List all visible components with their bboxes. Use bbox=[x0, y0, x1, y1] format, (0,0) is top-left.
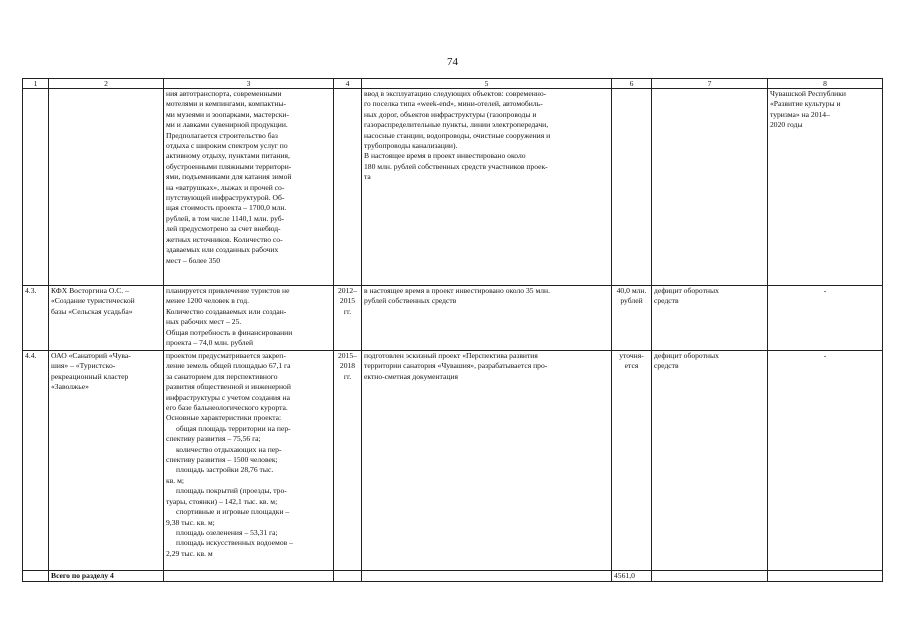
problem-cell: дефицит оборотных средств bbox=[652, 351, 768, 571]
cont-description-cell: ния автотранспорта, современными мотелями и кемпингами, компактны- ми музеями и зоопарками, мастерски- ми и лавками сувенирной продукции. Предполагается строительство баз отдыха с широким спектром услуг по активному отдыху, пунктами питания, обустроенными пляжными территори- ями, подъемниками для катания зимой на «ватрушках», лыжах и прочей со- путствующей инфраструктурой. Об- щая стоимость проекта – 1700,0 млн. рублей, в том числе 1140,1 млн. руб- лей предусмотрено за счет внебюд- жетных источников. Количество со- здаваемых или созданных рабочих мест – более 350 bbox=[164, 89, 334, 286]
cont-program-cell: Чувашской Республики «Развитие культуры и туризма» на 2014– 2020 годы bbox=[768, 89, 883, 286]
amount-cell: уточня- ется bbox=[612, 351, 652, 571]
cont-period-cell bbox=[334, 89, 362, 286]
total-empty-8 bbox=[768, 571, 883, 582]
project-name-cell: ОАО «Санаторий «Чува- шия» – «Туристско- рекреационный кластер «Заволжье» bbox=[49, 351, 164, 571]
total-empty-7 bbox=[652, 571, 768, 582]
problem-cell: дефицит оборотных средств bbox=[652, 286, 768, 351]
period-cell: 2015– 2018 гг. bbox=[334, 351, 362, 571]
cont-amount-cell bbox=[612, 89, 652, 286]
table-row-continuation bbox=[23, 89, 883, 286]
cont-num-cell bbox=[23, 89, 49, 286]
total-empty-5 bbox=[362, 571, 612, 582]
page-number: 74 bbox=[447, 56, 458, 68]
status-cell: подготовлен эскизный проект «Перспектива развития территории санатория «Чувашия», разрабатывается про- ектно-сметная документация bbox=[362, 351, 612, 571]
program-cell: - bbox=[768, 351, 883, 571]
cont-problem-cell bbox=[652, 89, 768, 286]
program-table bbox=[22, 78, 883, 582]
cont-status-cell: ввод в эксплуатацию следующих объектов: современно- го поселка типа «week-end», мини-отелей, автомобиль- ных дорог, объектов инфраструктуры (газопроводы и газораспределительные пункты, линии электропередачи, насосные станции, водопроводы, очистные сооружения и трубопроводы канализации). В настоящее время в проект инвестировано около 180 млн. рублей собственных средств участников проек- та bbox=[362, 89, 612, 286]
total-empty-3 bbox=[164, 571, 334, 582]
row-number: 4.3. bbox=[23, 286, 49, 351]
header-col-8: 8 bbox=[768, 79, 883, 89]
project-description-cell: планируется привлечение туристов не менее 1200 человек в год. Количество создаваемых или создан- ных рабочих мест – 25. Общая потребность в финансировании проекта – 74,0 млн. рублей bbox=[164, 286, 334, 351]
project-description-cell: проектом предусматривается закреп- ление земель общей площадью 67,1 га за санаторием для перспективного развития общественной и инженерной инфраструктуры с учетом создания на его базе бальнеологического курорта. Основные характеристики проекта: общая площадь территории на пер- спективу развития – 75,56 га; количество отдыхающих на пер- спективу развития – 1500 человек; площадь застройки 28,76 тыс. кв. м; площадь покрытий (проезды, тро- туары, стоянки) – 142,1 тыс. кв. м; спортивные и игровые площадки – 9,38 тыс. кв. м; площадь озеленения – 53,31 га; площадь искусственных водоемов – 2,29 тыс. кв. м bbox=[164, 351, 334, 571]
header-col-4: 4 bbox=[334, 79, 362, 89]
header-col-3: 3 bbox=[164, 79, 334, 89]
header-col-7: 7 bbox=[652, 79, 768, 89]
header-col-5: 5 bbox=[362, 79, 612, 89]
period-cell: 2012– 2015 гг. bbox=[334, 286, 362, 351]
amount-cell: 40,0 млн. рублей bbox=[612, 286, 652, 351]
header-col-1: 1 bbox=[23, 79, 49, 89]
row-number: 4.4. bbox=[23, 351, 49, 571]
table-row-total bbox=[23, 571, 883, 582]
total-empty-4 bbox=[334, 571, 362, 582]
table-row-4-3 bbox=[23, 286, 883, 351]
status-cell: в настоящее время в проект инвестировано около 35 млн. рублей собственных средств bbox=[362, 286, 612, 351]
total-num-cell bbox=[23, 571, 49, 582]
total-label: Всего по разделу 4 bbox=[49, 571, 164, 582]
total-amount: 4561,0 bbox=[612, 571, 652, 582]
cont-name-cell bbox=[49, 89, 164, 286]
header-col-2: 2 bbox=[49, 79, 164, 89]
header-col-6: 6 bbox=[612, 79, 652, 89]
table-row-4-4 bbox=[23, 351, 883, 571]
project-name-cell: КФХ Восторгина О.С. – «Создание туристической базы «Сельская усадьба» bbox=[49, 286, 164, 351]
program-cell: - bbox=[768, 286, 883, 351]
header-row bbox=[23, 79, 883, 89]
